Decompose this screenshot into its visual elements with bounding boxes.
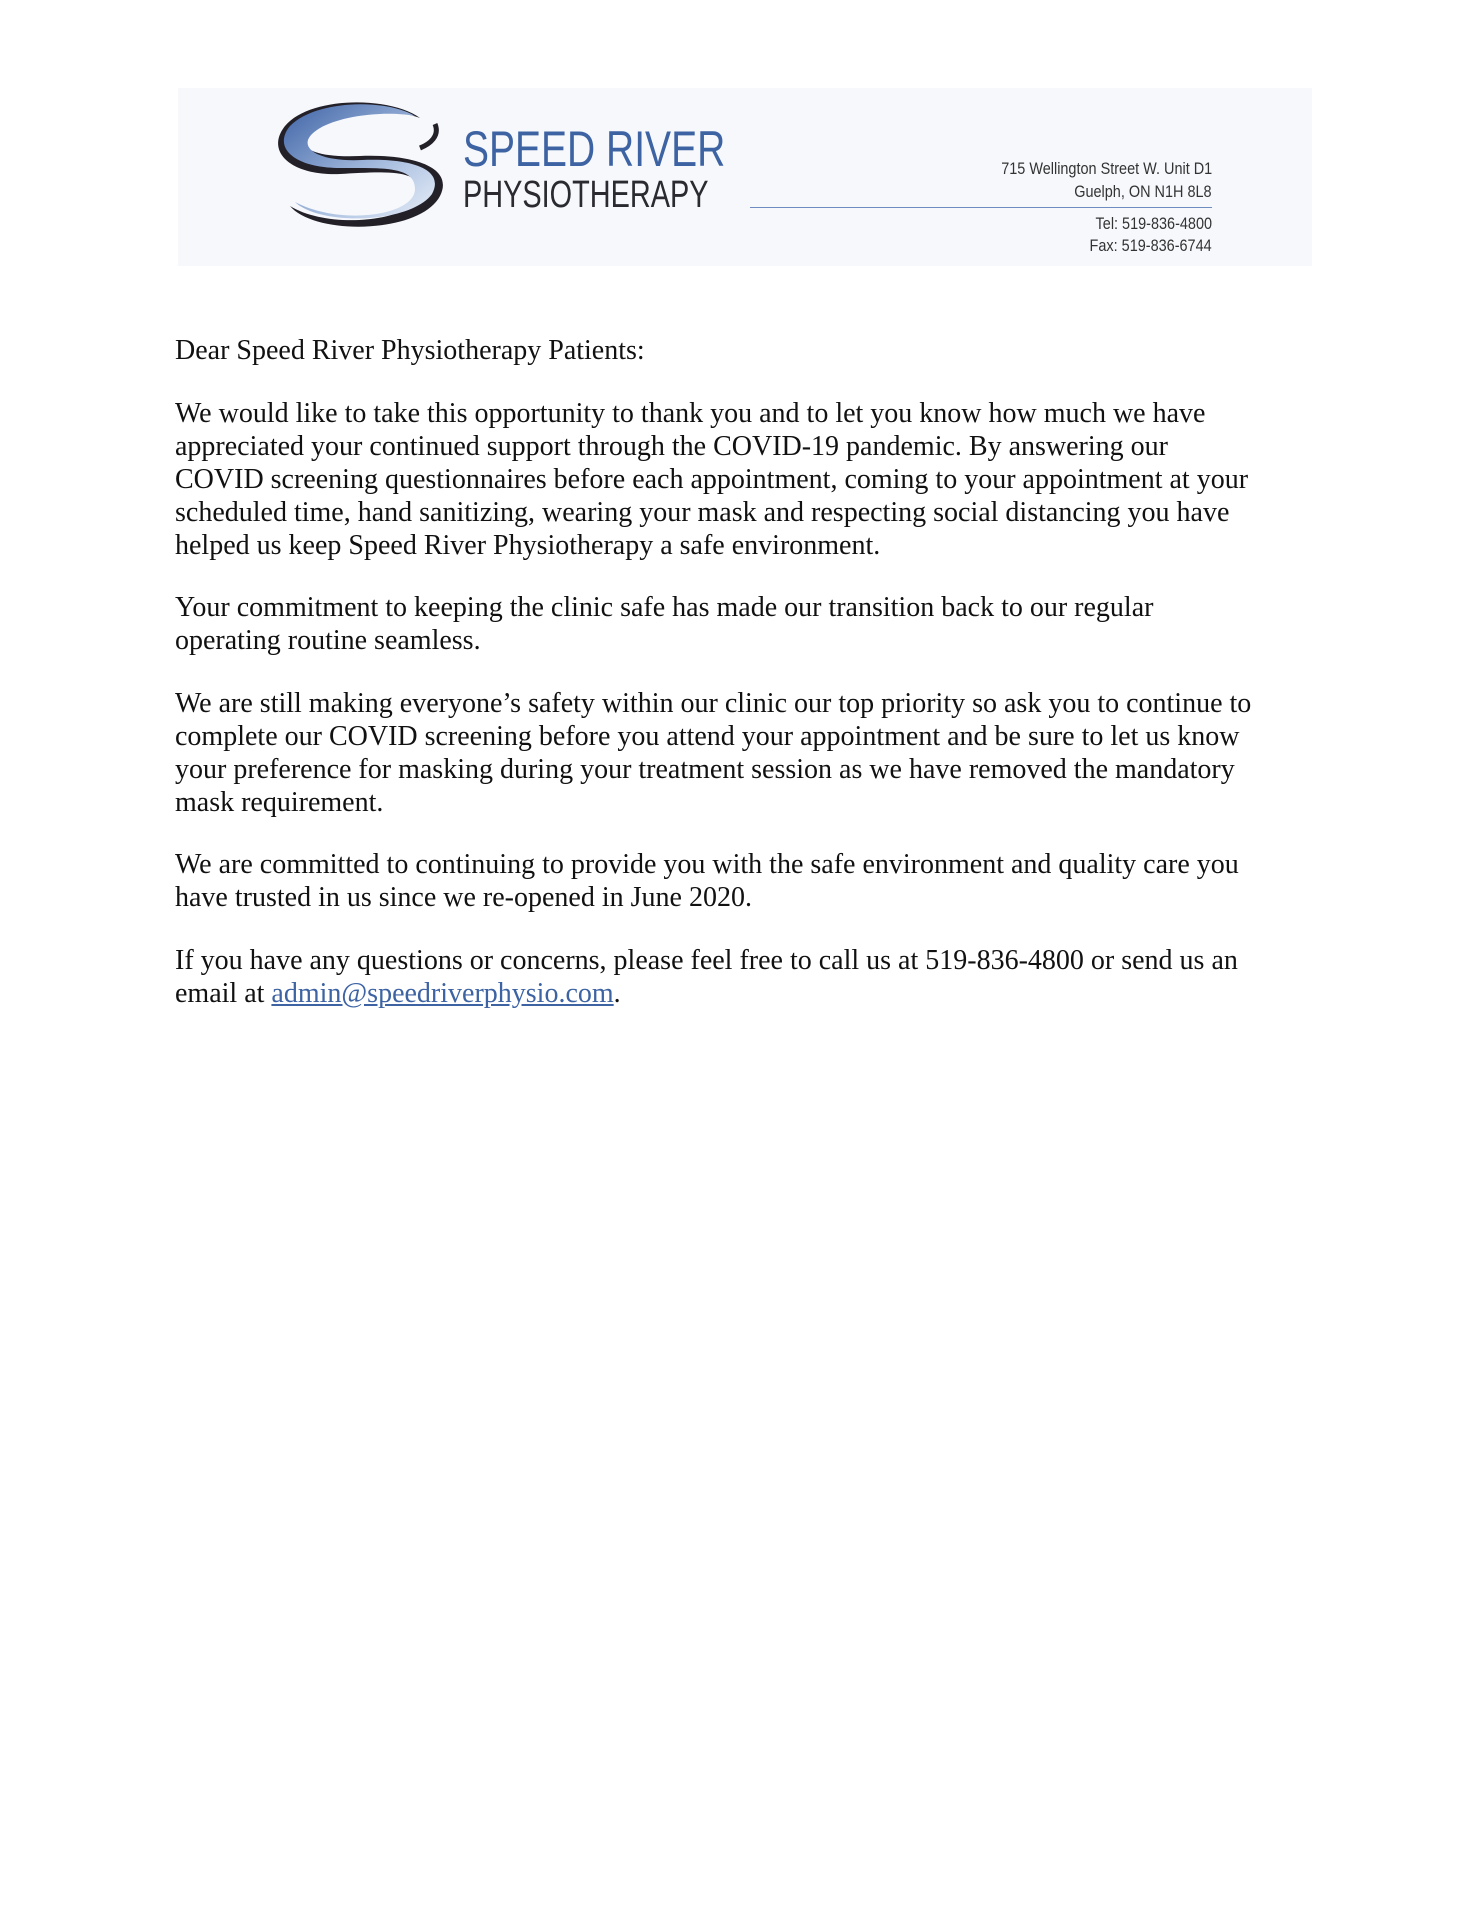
paragraph-quality-care bbox=[175, 848, 1251, 914]
text-line: have trusted in us since we re-opened in June 2020. bbox=[175, 882, 752, 913]
salutation: Dear Speed River Physiotherapy Patients: bbox=[175, 335, 645, 366]
letter-body bbox=[175, 334, 1251, 1039]
text-line: We are still making everyone’s safety within our clinic our top priority so ask you to continue to bbox=[175, 687, 1252, 719]
brand-name: SPEED RIVER bbox=[463, 121, 726, 177]
text-line: mask requirement. bbox=[175, 786, 384, 818]
letterhead-divider bbox=[750, 207, 1212, 208]
text-line: helped us keep Speed River Physiotherapy a safe environment. bbox=[175, 529, 881, 561]
address-street: 715 Wellington Street W. Unit D1 bbox=[1001, 159, 1212, 178]
text-line: complete our COVID screening before you attend your appointment and be sure to let us know bbox=[175, 720, 1240, 752]
brand-subtitle: PHYSIOTHERAPY bbox=[463, 174, 709, 216]
text-line: appreciated your continued support through the COVID-19 pandemic. By answering our bbox=[175, 430, 1168, 462]
paragraph-thanks bbox=[175, 397, 1251, 562]
text-line: scheduled time, hand sanitizing, wearing your mask and respecting social distancing you have bbox=[175, 496, 1230, 528]
paragraph-contact bbox=[175, 944, 1251, 1010]
text-line: COVID screening questionnaires before each appointment, coming to your appointment at your bbox=[175, 463, 1249, 495]
text-line: If you have any questions or concerns, please feel free to call us at 519-836-4800 or send us an bbox=[175, 944, 1238, 976]
fax-number: Fax: 519-836-6744 bbox=[1089, 236, 1212, 255]
text-line: operating routine seamless. bbox=[175, 625, 481, 656]
paragraph-safety bbox=[175, 687, 1251, 819]
text-line: Your commitment to keeping the clinic safe has made our transition back to our regular bbox=[175, 592, 1154, 623]
email-link[interactable]: admin@speedriverphysio.com bbox=[271, 977, 614, 1009]
text-line: your preference for masking during your treatment session as we have removed the mandatory bbox=[175, 753, 1235, 785]
text-line: We are committed to continuing to provide you with the safe environment and quality care you bbox=[175, 849, 1239, 880]
letterhead bbox=[178, 88, 1312, 266]
text-line: We would like to take this opportunity to thank you and to let you know how much we have bbox=[175, 397, 1206, 429]
speed-river-logo-icon bbox=[270, 96, 448, 232]
text-line: email at admin@speedriverphysio.com. bbox=[175, 977, 621, 1009]
phone-number: Tel: 519-836-4800 bbox=[1095, 214, 1212, 233]
paragraph-commitment bbox=[175, 591, 1251, 657]
address-city: Guelph, ON N1H 8L8 bbox=[1074, 182, 1212, 201]
